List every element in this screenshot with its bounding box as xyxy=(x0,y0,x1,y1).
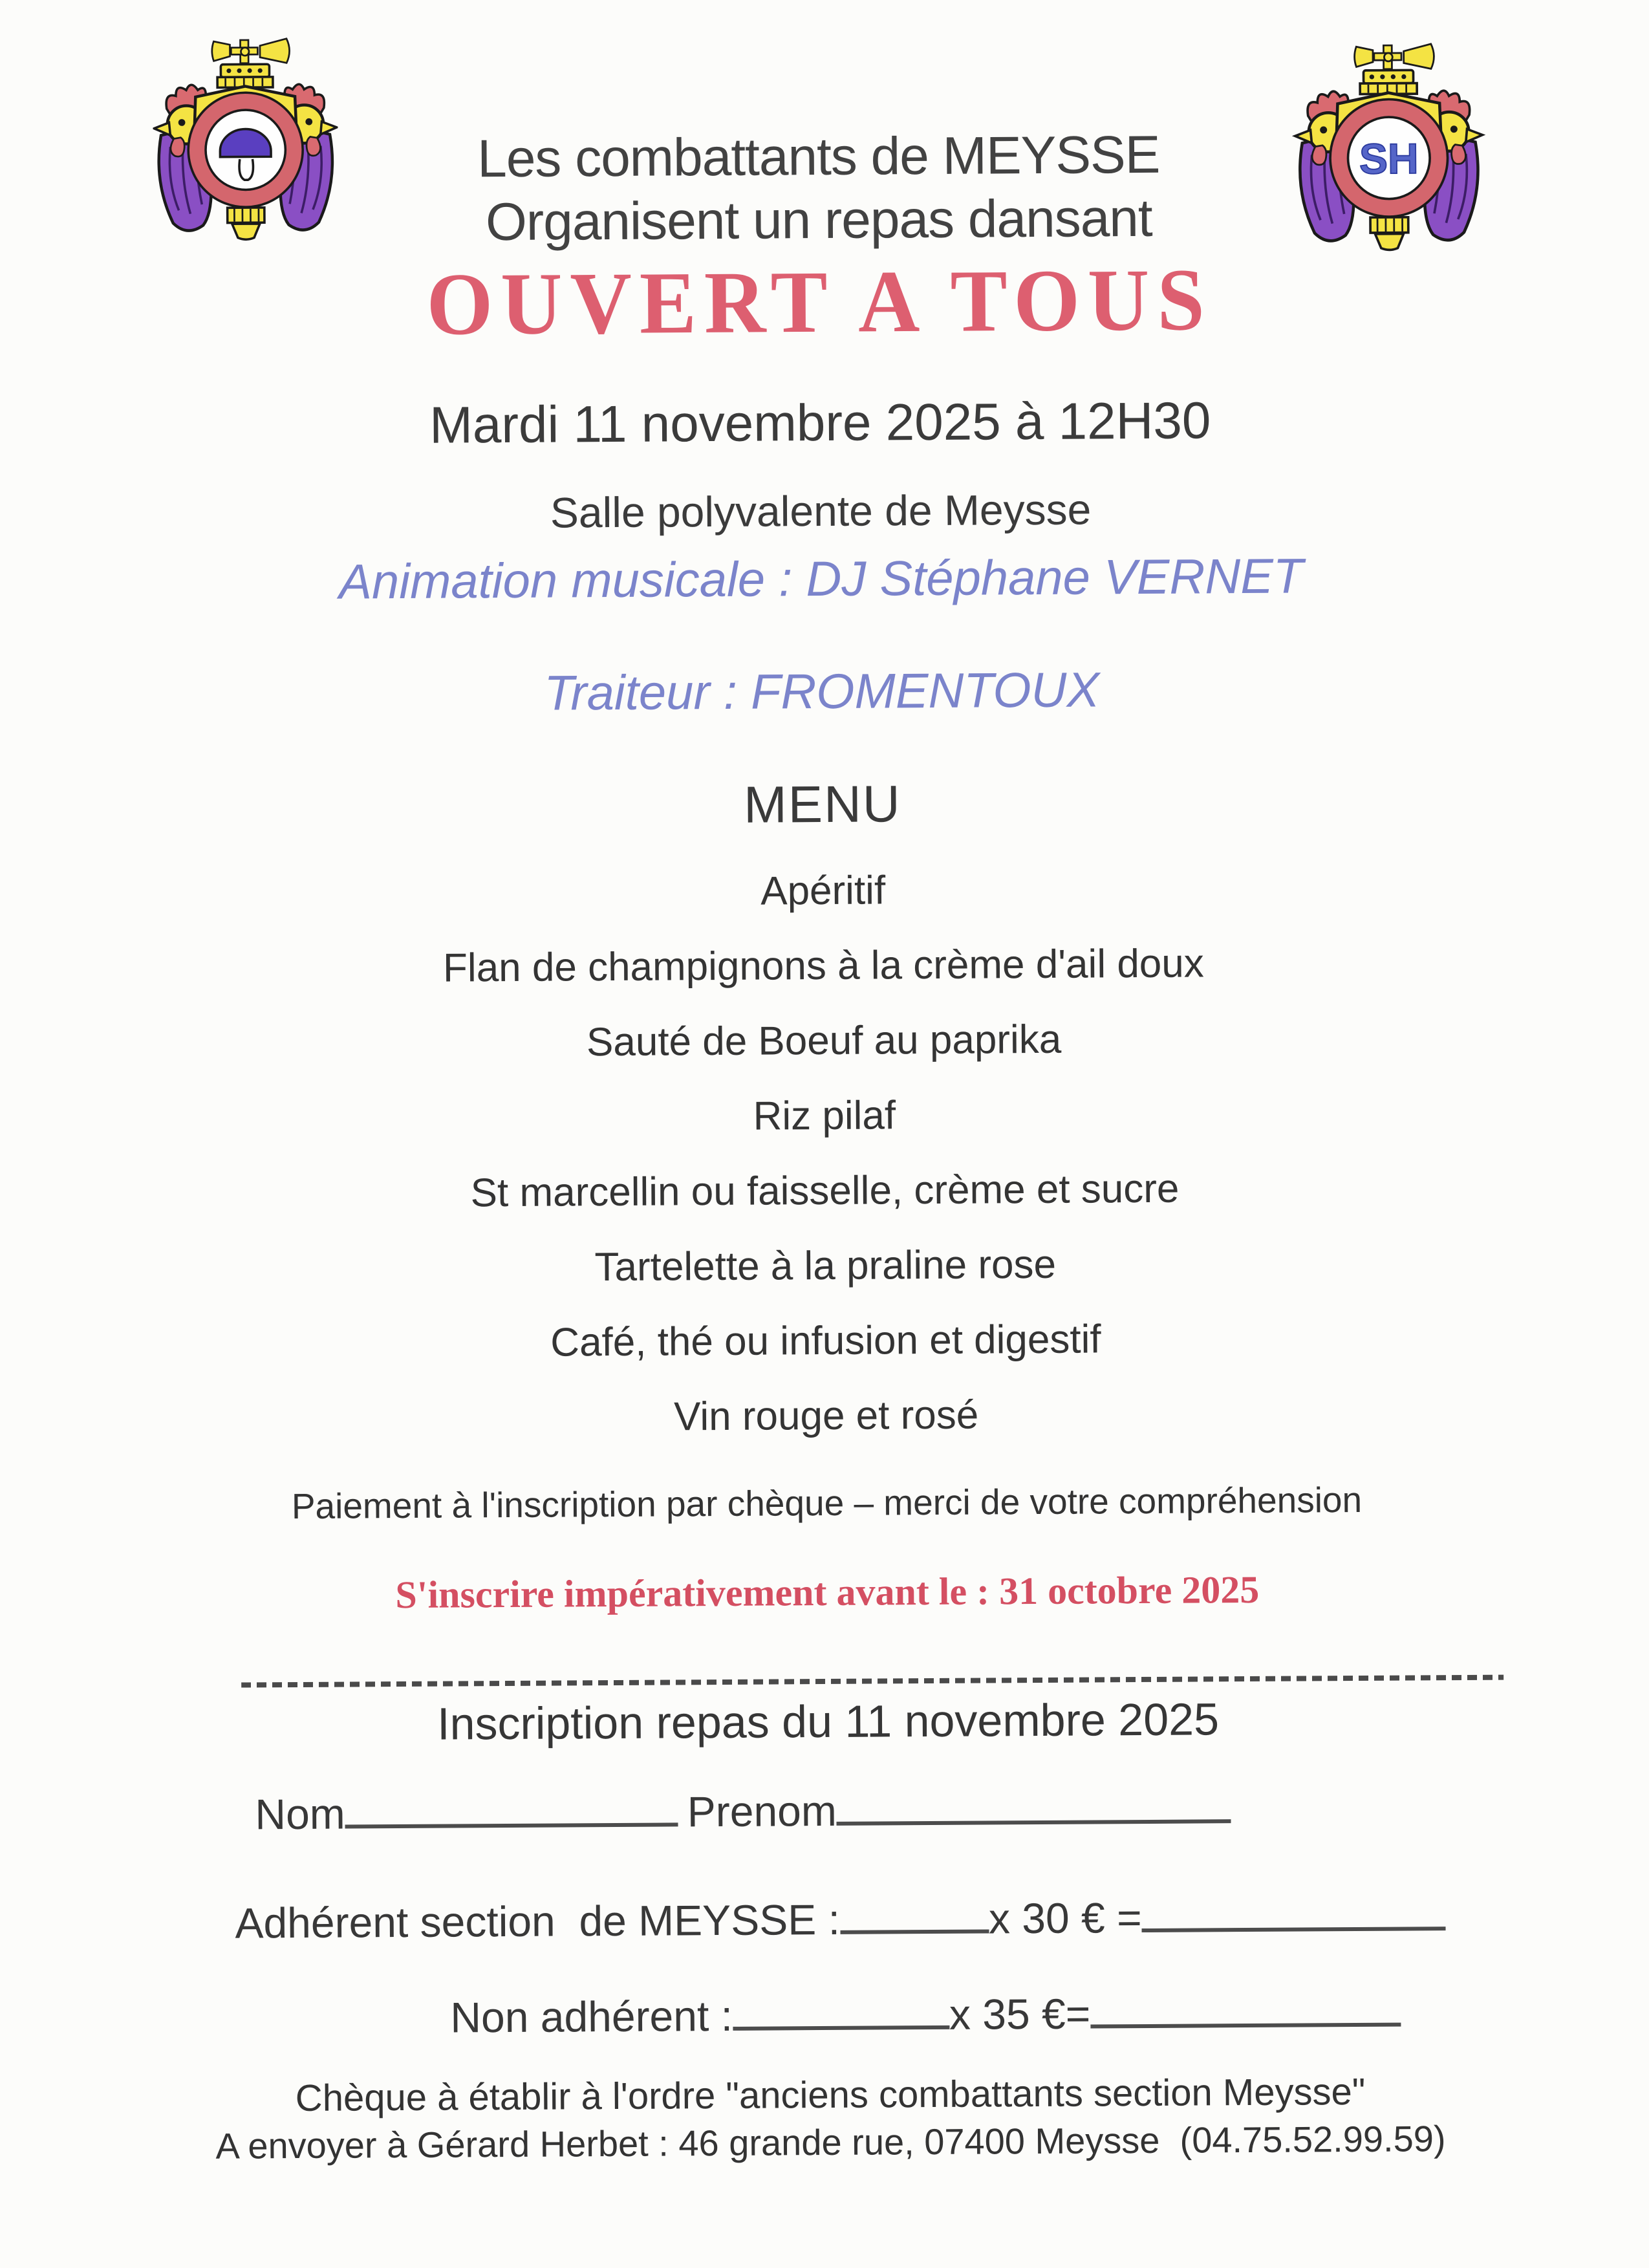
menu-item: Café, thé ou infusion et digestif xyxy=(550,1317,1101,1365)
prenom-blank-field xyxy=(837,1819,1231,1826)
menu-item: Riz pilaf xyxy=(753,1093,896,1139)
prenom-label: Prenom xyxy=(687,1786,837,1836)
adherent-label: Adhérent section de MEYSSE : xyxy=(235,1895,841,1947)
registration-form-title: Inscription repas du 11 novembre 2025 xyxy=(436,1694,1220,1749)
non-adherent-quantity-blank xyxy=(733,2025,949,2031)
cheque-instruction-line: Chèque à établir à l'ordre "anciens combattants section Meysse" xyxy=(295,2070,1366,2120)
music-line: Animation musicale : DJ Stéphane VERNET xyxy=(338,548,1304,610)
header-line-2: Organisent un repas dansant xyxy=(485,188,1152,252)
adherent-price-label: x 30 € = xyxy=(988,1894,1142,1943)
event-venue-line: Salle polyvalente de Meysse xyxy=(550,485,1092,537)
nom-label: Nom xyxy=(255,1789,345,1839)
non-member-price-row xyxy=(5,1985,1649,2045)
dashed-cut-line xyxy=(241,1675,1503,1688)
menu-item: Sauté de Boeuf au paprika xyxy=(586,1017,1062,1065)
caterer-line: Traiteur : FROMENTOUX xyxy=(544,662,1100,721)
menu-item: Tartelette à la praline rose xyxy=(594,1242,1057,1290)
name-row xyxy=(4,1781,1649,1841)
event-date-line: Mardi 11 novembre 2025 à 12H30 xyxy=(429,391,1211,454)
nom-blank-field xyxy=(345,1822,678,1828)
member-price-row xyxy=(5,1890,1649,1949)
non-adherent-total-blank xyxy=(1090,2023,1401,2029)
menu-item: Flan de champignons à la crème d'ail doux xyxy=(442,941,1204,991)
header-line-1: Les combattants de MEYSSE xyxy=(477,125,1160,189)
non-adherent-label: Non adhérent : xyxy=(450,1991,733,2042)
mailing-instruction-line: A envoyer à Gérard Herbet : 46 grande rue, 07400 Meysse (04.75.52.99.59) xyxy=(215,2118,1446,2166)
menu-title: MENU xyxy=(743,775,901,834)
sh-monogram: SH xyxy=(1359,134,1419,183)
menu-item: Vin rouge et rosé xyxy=(673,1392,979,1440)
open-to-all-banner: OUVERT A TOUS xyxy=(426,250,1213,354)
payment-note: Paiement à l'inscription par chèque – merci de votre compréhension xyxy=(291,1479,1363,1527)
registration-deadline-note: S'inscrire impérativement avant le : 31 octobre 2025 xyxy=(395,1568,1260,1617)
adherent-quantity-blank xyxy=(840,1929,989,1934)
menu-item: St marcellin ou faisselle, crème et sucre xyxy=(470,1166,1180,1216)
non-adherent-price-label: x 35 €= xyxy=(949,1989,1091,2038)
menu-item: Apéritif xyxy=(760,868,886,914)
adherent-total-blank xyxy=(1142,1927,1446,1932)
